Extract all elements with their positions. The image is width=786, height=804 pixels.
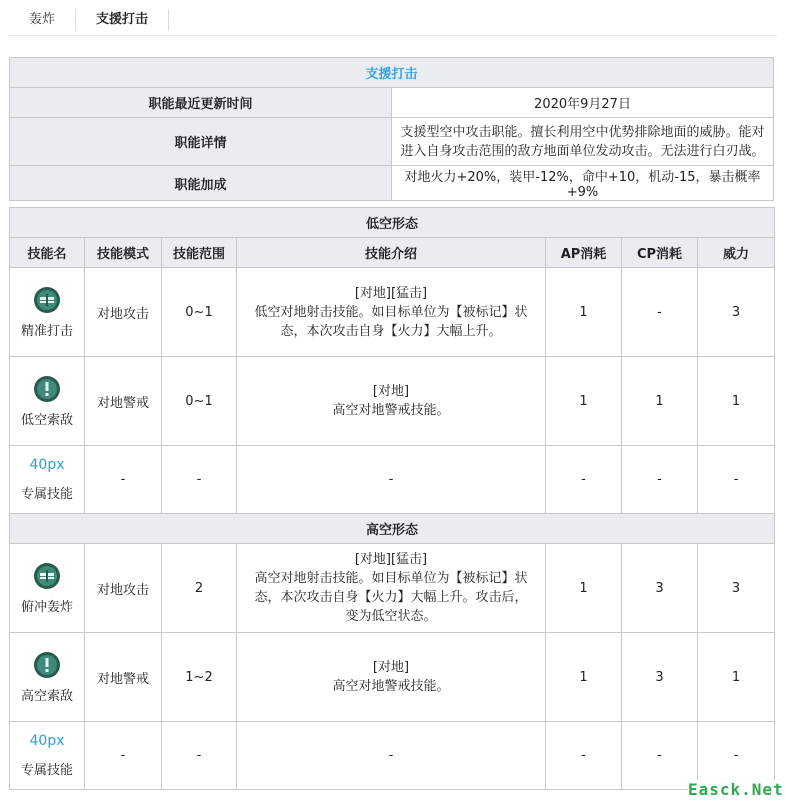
skill-cp: -	[622, 722, 698, 790]
alert-icon[interactable]	[33, 375, 61, 403]
skill-ap: 1	[546, 544, 622, 633]
skill-desc-line: [对地]	[372, 660, 410, 675]
skill-ap: 1	[546, 268, 622, 357]
skill-row	[10, 357, 775, 446]
col-skill-mode: 技能模式	[85, 238, 162, 268]
skill-cp: -	[622, 446, 698, 514]
skill-power: -	[698, 722, 775, 790]
skill-desc-line: 变为低空状态。	[345, 609, 437, 624]
col-ap-cost: AP消耗	[546, 238, 622, 268]
low-altitude-section-title: 低空形态	[10, 208, 775, 238]
role-title: 支援打击	[10, 58, 774, 88]
skill-power: -	[698, 446, 775, 514]
skill-cp: 3	[622, 544, 698, 633]
skills-table	[9, 207, 775, 790]
update-time-label: 职能最近更新时间	[10, 88, 392, 118]
col-power: 威力	[698, 238, 775, 268]
skill-range: 1~2	[162, 633, 237, 722]
skill-desc-line: [对地][猛击]	[354, 552, 428, 567]
alert-icon[interactable]	[33, 651, 61, 679]
skill-desc	[237, 268, 546, 357]
col-skill-name: 技能名	[10, 238, 85, 268]
skill-desc-line: 低空对地射击技能。如目标单位为【被标记】状	[254, 304, 528, 320]
skill-range: 0~1	[162, 268, 237, 357]
role-bonus-label: 职能加成	[10, 166, 392, 201]
skill-desc-line: [对地][猛击]	[354, 285, 428, 301]
skill-mode: -	[85, 722, 162, 790]
skill-name-cell	[10, 357, 85, 446]
skill-name: 精准打击	[20, 323, 73, 339]
skill-desc-line: 态，本次攻击自身【火力】大幅上升。	[280, 323, 502, 339]
tab-bombing[interactable]: 轰炸	[9, 9, 76, 31]
skill-cp: 3	[622, 633, 698, 722]
skill-row	[10, 446, 775, 514]
skill-row	[10, 268, 775, 357]
skill-range: 0~1	[162, 357, 237, 446]
skill-desc-line: [对地]	[372, 384, 410, 399]
skill-ap: 1	[546, 633, 622, 722]
skill-power: 3	[698, 544, 775, 633]
skill-desc: -	[237, 722, 546, 790]
image-placeholder-link[interactable]: 40px	[29, 733, 65, 749]
role-bonus-value: 对地火力+20%，装甲-12%，命中+10，机动-15，暴击概率+9%	[392, 166, 774, 201]
skill-cp: 1	[622, 357, 698, 446]
skill-power: 1	[698, 633, 775, 722]
update-time-value: 2020年9月27日	[392, 88, 774, 118]
skill-name: 专属技能	[20, 763, 73, 778]
role-info-table	[9, 57, 774, 201]
skill-name-cell	[10, 446, 85, 514]
skill-mode: 对地攻击	[85, 544, 162, 633]
skill-name: 专属技能	[20, 487, 73, 502]
skill-name-cell	[10, 722, 85, 790]
col-skill-desc: 技能介绍	[237, 238, 546, 268]
skill-row	[10, 633, 775, 722]
skill-name: 高空索敌	[20, 688, 73, 704]
skill-name: 俯冲轰炸	[20, 599, 73, 615]
skill-range: -	[162, 722, 237, 790]
skill-power: 1	[698, 357, 775, 446]
skill-name-cell	[10, 633, 85, 722]
skill-mode: -	[85, 446, 162, 514]
skill-desc-line: 态，本次攻击自身【火力】大幅上升。攻击后，	[254, 590, 528, 605]
strike-icon[interactable]	[33, 286, 61, 314]
tab-divider	[9, 35, 777, 36]
skill-name: 低空索敌	[20, 412, 73, 428]
skill-ap: -	[546, 446, 622, 514]
skill-power: 3	[698, 268, 775, 357]
skill-desc: -	[237, 446, 546, 514]
skill-row	[10, 722, 775, 790]
skill-desc	[237, 544, 546, 633]
role-detail-value: 支援型空中攻击职能。擅长利用空中优势排除地面的威胁。能对进入自身攻击范围的敌方地面单位发动攻击。无法进行白刃战。	[392, 118, 774, 166]
skill-desc-line: 高空对地射击技能。如目标单位为【被标记】状	[254, 571, 528, 586]
high-altitude-section-title: 高空形态	[10, 514, 775, 544]
skill-desc	[237, 357, 546, 446]
tab-support-strike[interactable]: 支援打击	[76, 9, 169, 31]
skill-name-cell	[10, 268, 85, 357]
skill-range: -	[162, 446, 237, 514]
skill-ap: -	[546, 722, 622, 790]
skill-cp: -	[622, 268, 698, 357]
col-skill-range: 技能范围	[162, 238, 237, 268]
watermark: Easck.Net	[688, 780, 786, 802]
skill-desc-line: 高空对地警戒技能。	[332, 403, 450, 418]
skill-ap: 1	[546, 357, 622, 446]
col-cp-cost: CP消耗	[622, 238, 698, 268]
skill-desc	[237, 633, 546, 722]
skill-mode: 对地警戒	[85, 357, 162, 446]
skill-mode: 对地警戒	[85, 633, 162, 722]
skill-range: 2	[162, 544, 237, 633]
tab-bar	[9, 9, 169, 31]
skill-row	[10, 544, 775, 633]
role-detail-label: 职能详情	[10, 118, 392, 166]
skill-mode: 对地攻击	[85, 268, 162, 357]
skill-name-cell	[10, 544, 85, 633]
skill-desc-line: 高空对地警戒技能。	[332, 679, 450, 694]
image-placeholder-link[interactable]: 40px	[29, 457, 65, 473]
strike-icon[interactable]	[33, 562, 61, 590]
